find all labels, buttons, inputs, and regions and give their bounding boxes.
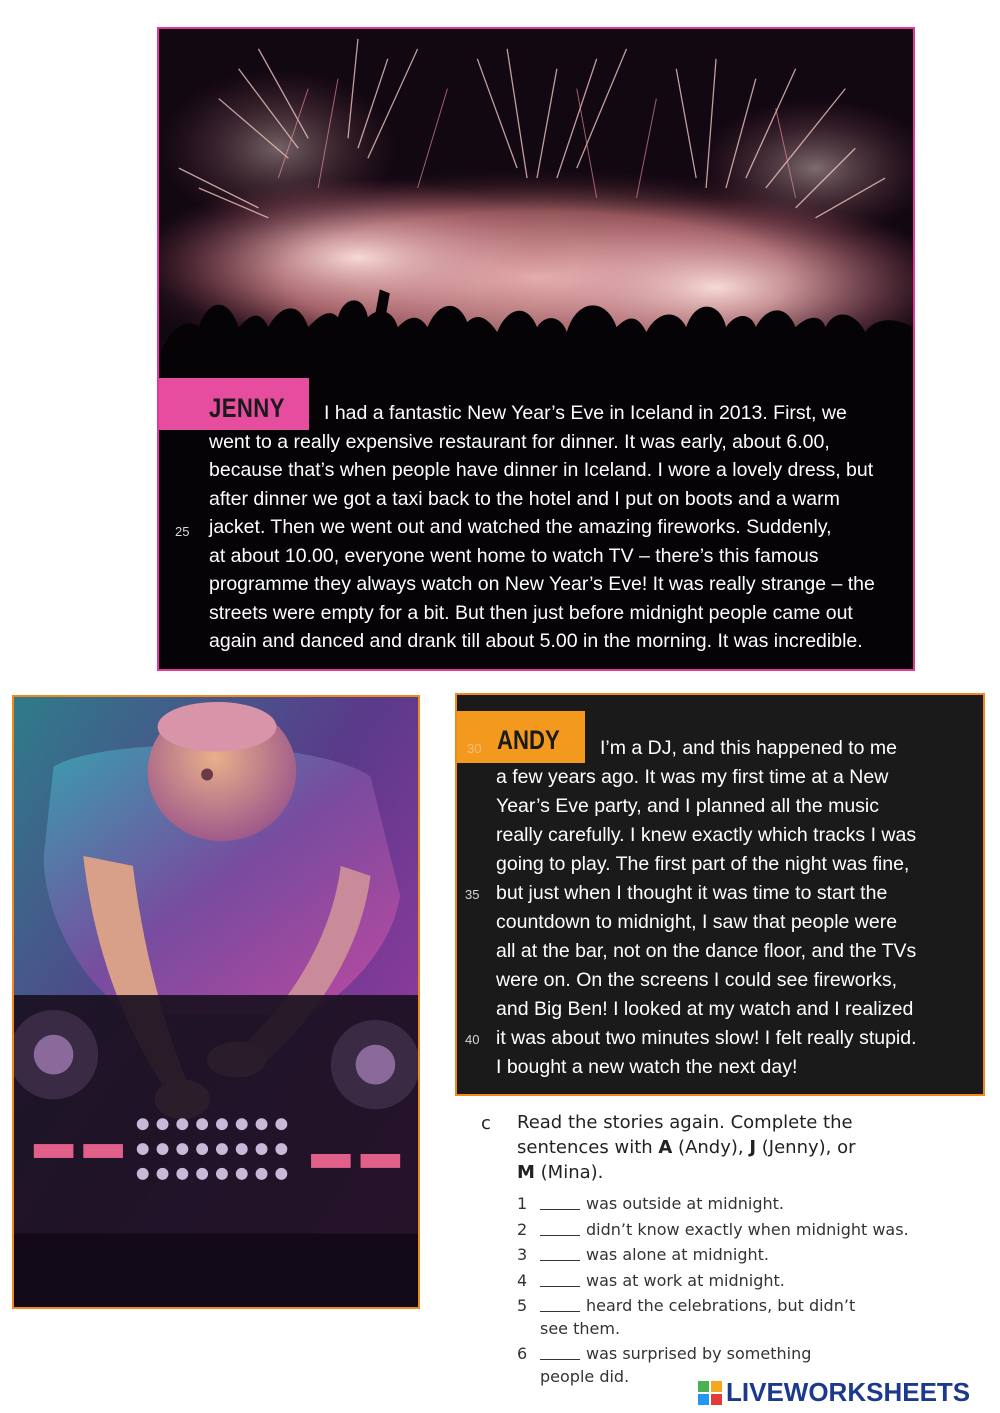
answer-blank[interactable] <box>540 1310 580 1312</box>
exercise-instruction <box>517 1110 917 1185</box>
story-line: I bought a new watch the next day! <box>496 1056 798 1078</box>
answer-code-a: A <box>658 1137 673 1158</box>
story-line: streets were empty for a bit. But then just before midnight people came out <box>209 601 853 624</box>
instruction-text: (Andy), <box>672 1137 750 1158</box>
watermark-text: LIVEWORKSHEETS <box>726 1377 971 1407</box>
answer-blank[interactable] <box>540 1234 580 1236</box>
story-line: going to play. The first part of the night was fine, <box>496 853 910 875</box>
answer-code-m: M <box>517 1162 535 1183</box>
line-number: 35 <box>465 887 480 902</box>
line-number: 30 <box>467 741 482 756</box>
dj-photo <box>12 695 420 1309</box>
answer-code-j: J <box>749 1137 757 1158</box>
exercise-item <box>517 1193 957 1219</box>
exercise-letter: c <box>481 1113 491 1134</box>
story-line: went to a really expensive restaurant for dinner. It was early, about 6.00, <box>209 430 830 453</box>
item-text: heard the celebrations, but didn’t <box>586 1296 856 1315</box>
item-text-continued: people did. <box>540 1367 630 1386</box>
instruction-text: (Mina). <box>534 1162 604 1183</box>
story-line: all at the bar, not on the dance floor, and the TVs <box>496 940 917 962</box>
item-number: 1 <box>517 1194 528 1213</box>
exercise-item <box>517 1244 957 1270</box>
dj-illustration <box>14 697 418 1307</box>
item-number: 6 <box>517 1344 528 1363</box>
story-line: because that’s when people have dinner in Iceland. I wore a lovely dress, but <box>209 459 874 481</box>
exercise-item <box>517 1270 957 1296</box>
liveworksheets-logo-icon <box>698 1381 722 1405</box>
item-text: was outside at midnight. <box>586 1194 784 1213</box>
instruction-text: sentences with <box>517 1137 659 1158</box>
story-line: it was about two minutes slow! I felt really stupid. <box>496 1027 917 1049</box>
andy-name: ANDY <box>497 725 560 755</box>
exercise-list <box>517 1193 957 1391</box>
story-line: but just when I thought it was time to start the <box>496 882 888 904</box>
instruction-line <box>517 1160 917 1185</box>
story-line: after dinner we got a taxi back to the hotel and I put on boots and a warm <box>209 487 840 510</box>
exercise-item <box>517 1295 957 1343</box>
exercise-item <box>517 1219 957 1245</box>
item-number: 3 <box>517 1245 528 1264</box>
line-number: 40 <box>465 1032 480 1047</box>
item-number: 4 <box>517 1270 528 1290</box>
instruction-line <box>517 1135 917 1160</box>
story-line: at about 10.00, everyone went home to watch TV – there’s this famous <box>209 544 819 567</box>
story-line: again and danced and drank till about 5.00 in the morning. It was incredible. <box>209 630 863 652</box>
story-line: countdown to midnight, I saw that people were <box>496 911 898 933</box>
item-text: was at work at midnight. <box>586 1270 785 1290</box>
jenny-name: JENNY <box>209 393 285 423</box>
item-number: 5 <box>517 1296 528 1315</box>
jenny-story-panel <box>157 27 915 671</box>
answer-blank[interactable] <box>540 1358 580 1360</box>
story-line: Year’s Eve party, and I planned all the music <box>496 795 880 817</box>
story-line: I’m a DJ, and this happened to me <box>600 737 898 759</box>
story-line: programme they always watch on New Year’s Eve! It was really strange – the <box>209 573 875 595</box>
story-line: and Big Ben! I looked at my watch and I realized <box>496 998 914 1020</box>
item-text-continued: see them. <box>540 1319 621 1338</box>
story-line: were on. On the screens I could see fireworks, <box>496 969 898 991</box>
instruction-text: (Jenny), or <box>756 1137 856 1158</box>
andy-story-text <box>496 734 986 1082</box>
story-line: I had a fantastic New Year’s Eve in Iceland in 2013. First, we <box>324 402 847 424</box>
answer-blank[interactable] <box>540 1208 580 1210</box>
answer-blank[interactable] <box>540 1285 580 1287</box>
item-text: didn’t know exactly when midnight was. <box>586 1219 909 1239</box>
line-number: 25 <box>175 524 190 539</box>
jenny-story-text <box>209 399 909 656</box>
item-text: was alone at midnight. <box>586 1245 770 1264</box>
story-line: a few years ago. It was my first time at a New <box>496 766 889 788</box>
story-line: jacket. Then we went out and watched the amazing fireworks. Suddenly, <box>209 516 832 538</box>
andy-story-panel <box>455 693 985 1096</box>
item-text: was surprised by something <box>586 1344 812 1363</box>
answer-blank[interactable] <box>540 1259 580 1261</box>
item-number: 2 <box>517 1219 528 1239</box>
instruction-line: Read the stories again. Complete the <box>517 1112 853 1133</box>
story-line: really carefully. I knew exactly which tracks I was <box>496 824 917 846</box>
